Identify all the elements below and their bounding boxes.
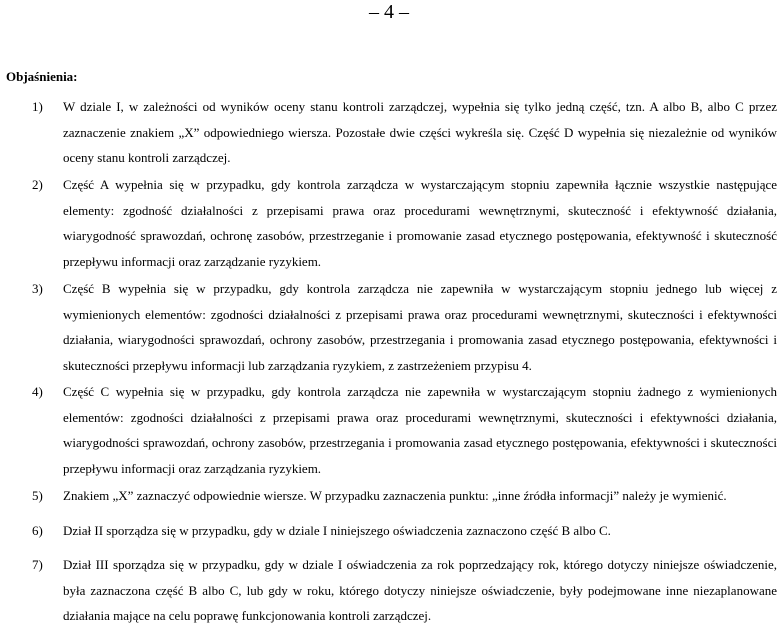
item-number: 6) (32, 523, 43, 538)
item-text: Część B wypełnia się w przypadku, gdy kontrola zarządcza nie zapewniła w wystarczającym stopniu jednego lub więcej z wymienionych elementów: zgodności działalności z przepisami prawa oraz procedurami wewnętrznymi, skuteczności i efektywności działania, wiarygodności sprawozdań, ochrony zasobów, przestrzegania i promowania zasad etycznego postępowania, efektywności i skuteczności przepływu informacji lub zarządzania ryzykiem, z zastrzeżeniem przypisu 4. (63, 281, 777, 374)
page-number: – 4 – (369, 1, 409, 23)
item-number: 7) (32, 557, 43, 572)
item-text: Część A wypełnia się w przypadku, gdy kontrola zarządcza w wystarczającym stopniu zapewniła łącznie wszystkie następujące elementy: zgodność działalności z przepisami prawa oraz procedurami wewnętrznymi, skuteczność i efektywność działania, wiarygodność sprawozdań, ochronę zasobów, przestrzeganie i promowanie zasad etycznego postępowania, efektywność i skuteczność przepływu informacji oraz zarządzanie ryzykiem. (63, 177, 777, 270)
item-text: Część C wypełnia się w przypadku, gdy kontrola zarządcza nie zapewniła w wystarczającym stopniu żadnego z wymienionych elementów: zgodności działalności z przepisami prawa oraz procedurami wewnętrznymi, skuteczności i efektywności działania, wiarygodności sprawozdań, ochrony zasobów, przestrzegania i promowania zasad etycznego postępowania, efektywności i skuteczności przepływu informacji oraz zarządzania ryzykiem. (63, 384, 777, 477)
explanations-heading: Objaśnienia: (6, 69, 78, 84)
item-number: 4) (32, 384, 43, 399)
item-number: 3) (32, 281, 43, 296)
item-text: Znakiem „X” zaznaczyć odpowiednie wiersze. W przypadku zaznaczenia punktu: „inne źródła informacji” należy je wymienić. (63, 488, 727, 503)
item-number: 1) (32, 99, 43, 114)
item-text: Dział III sporządza się w przypadku, gdy w dziale I oświadczenia za rok poprzedzający rok, którego dotyczy niniejsze oświadczenie, była zaznaczona część B albo C, lub gdy w roku, którego dotyczy niniejsze oświadczenie, były podejmowane inne niezaplanowane działania mające na celu poprawę funkcjonowania kontroli zarządczej. (63, 557, 777, 624)
item-number: 5) (32, 488, 43, 503)
item-number: 2) (32, 177, 43, 192)
item-text: Dział II sporządza się w przypadku, gdy w dziale I niniejszego oświadczenia zaznaczono część B albo C. (63, 523, 611, 538)
item-text: W dziale I, w zależności od wyników oceny stanu kontroli zarządczej, wypełnia się tylko jedną część, tzn. A albo B, albo C przez zaznaczenie znakiem „X” odpowiedniego wiersza. Pozostałe dwie części wykreśla się. Część D wypełnia się niezależnie od wyników oceny stanu kontroli zarządczej. (63, 99, 777, 166)
